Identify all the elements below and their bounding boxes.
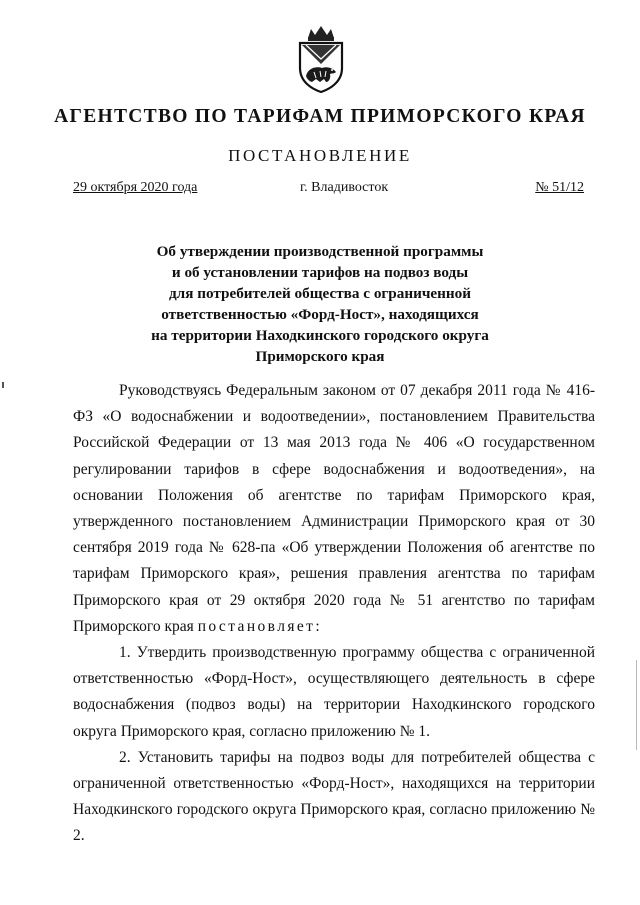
title-line: на территории Находкинского городского округа [151,327,489,344]
title-line: для потребителей общества с ограниченной [169,285,471,302]
title-line: Приморского края [255,348,385,365]
title-line: Об утверждении производственной программы [156,243,484,260]
item-2-paragraph: 2. Установить тарифы на подвоз воды для потребителей общества с ограниченной ответственностью «Форд-Ност», находящихся на территории Находкинского городского округа Приморского края, согласно приложению № 2. [73,748,595,845]
preamble-text: Руководствуясь Федеральным законом от 07 декабря 2011 года № 416-ФЗ «О водоснабжении и водоотведении», постановлением Правительства Российской Федерации от 13 мая 2013 года № 406 «О государственном регулировании тарифов в сфере водоснабжения и водоотведения», на основании Положения об агентстве по тарифам Приморского края, утвержденного постановлением Администрации Приморского края от 30 сентября 2019 года № 628-па «Об утверждении Положения об агентстве по тарифам Приморского края», решения правления агентства по тарифам Приморского края от 29 октября 2020 года № 51 агентство по тарифам Приморского края [73,382,595,635]
scan-edge-shadow [636,660,637,750]
agency-name: АГЕНТСТВО ПО ТАРИФАМ ПРИМОРСКОГО КРАЯ [54,106,586,127]
document-city: г. Владивосток [300,180,389,195]
scan-margin-mark [2,382,4,388]
title-line: и об установлении тарифов на подвоз воды [171,264,469,281]
title-line: ответственностью «Форд-Ност», находящихся [161,306,479,323]
document-date: 29 октября 2020 года [73,180,198,195]
document-title [120,241,520,367]
document-type: ПОСТАНОВЛЕНИЕ [228,146,412,165]
preamble-paragraph [73,378,595,640]
resolves-text: постановляет: [197,617,323,635]
document-body [73,378,595,850]
coat-of-arms-emblem-icon [294,24,348,94]
item-1-paragraph: 1. Утвердить производственную программу общества с ограниченной ответственностью «Форд-Ност», осуществляющего деятельность в сфере водоснабжения (подвоз воды) на территории Находкинского городского округа Приморского края, согласно приложению № 1. [73,644,595,740]
document-number: № 51/12 [535,180,584,195]
